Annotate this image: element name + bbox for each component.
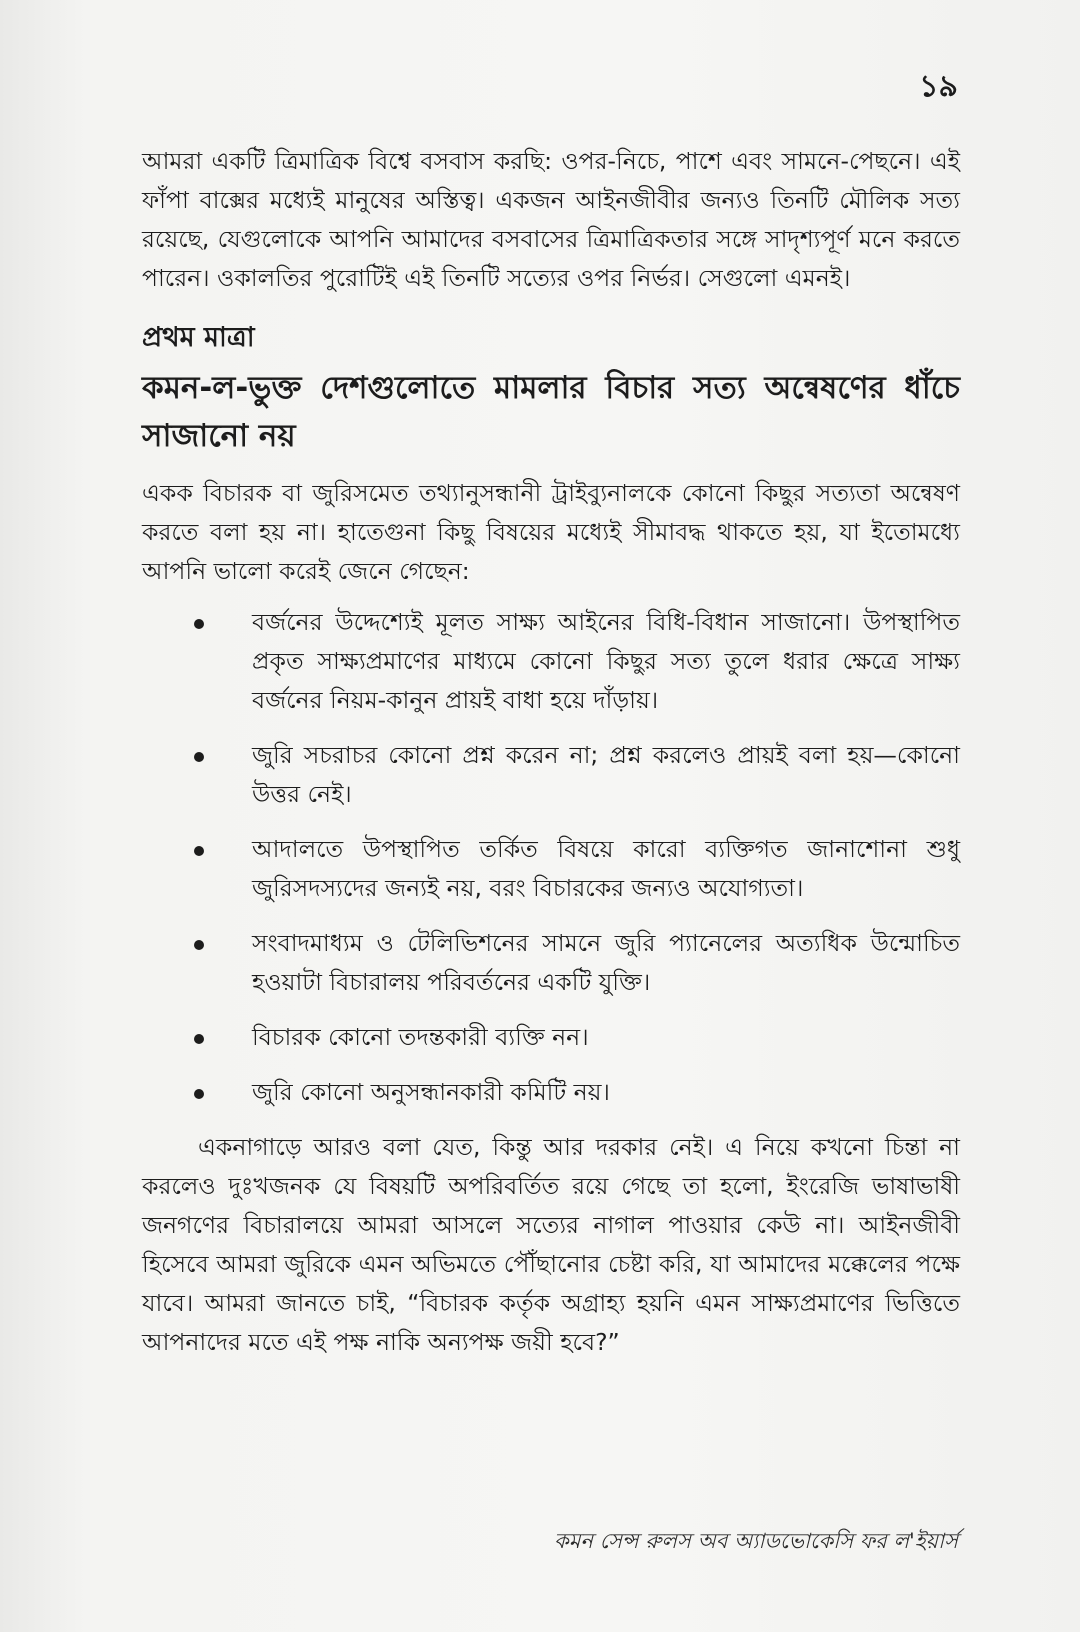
list-item — [142, 830, 960, 908]
list-item — [142, 1018, 960, 1057]
list-item-text: বর্জনের উদ্দেশ্যেই মূলত সাক্ষ্য আইনের বিধি-বিধান সাজানো। উপস্থাপিত প্রকৃত সাক্ষ্যপ্রমাণের মাধ্যমে কোনো কিছুর সত্য তুলে ধরার ক্ষেত্রে সাক্ষ্য বর্জনের নিয়ম-কানুন প্রায়ই বাধা হয়ে দাঁড়ায়। — [252, 608, 960, 714]
lead-paragraph: একক বিচারক বা জুরিসমেত তথ্যানুসন্ধানী ট্রাইব্যুনালকে কোনো কিছুর সত্যতা অন্বেষণ করতে বলা হয় না। হাতেগুনা কিছু বিষয়ের মধ্যেই সীমাবদ্ধ থাকতে হয়, যা ইতোমধ্যে আপনি ভালো করেই জেনে গেছেন: — [142, 479, 960, 585]
bullet-icon — [194, 940, 204, 950]
list-item-text: জুরি সচরাচর কোনো প্রশ্ন করেন না; প্রশ্ন করলেও প্রায়ই বলা হয়—কোনো উত্তর নেই। — [252, 741, 960, 808]
list-item — [142, 924, 960, 1002]
section-heading: কমন-ল-ভুক্ত দেশগুলোতে মামলার বিচার সত্য অন্বেষণের ধাঁচে সাজানো নয় — [142, 370, 960, 454]
running-footer: কমন সেন্স রুলস অব অ্যাডভোকেসি ফর ল'ইয়ার্স — [554, 1529, 958, 1553]
intro-paragraph: আমরা একটি ত্রিমাত্রিক বিশ্বে বসবাস করছি: ওপর-নিচে, পাশে এবং সামনে-পেছনে। এই ফাঁপা বাক্সের মধ্যেই মানুষের অস্তিত্ব। একজন আইনজীবীর জন্যও তিনটি মৌলিক সত্য রয়েছে, যেগুলোকে আপনি আমাদের বসবাসের ত্রিমাত্রিকতার সঙ্গে সাদৃশ্যপূর্ণ মনে করতে পারেন। ওকালতির পুরোটিই এই তিনটি সত্যের ওপর নির্ভর। সেগুলো এমনই। — [142, 147, 960, 292]
bullet-icon — [194, 619, 204, 629]
bullet-icon — [194, 1034, 204, 1044]
list-item-text: সংবাদমাধ্যম ও টেলিভিশনের সামনে জুরি প্যানেলের অত্যধিক উন্মোচিত হওয়াটা বিচারালয় পরিবর্তনের একটি যুক্তি। — [252, 929, 960, 996]
list-item — [142, 603, 960, 720]
list-item-text: আদালতে উপস্থাপিত তর্কিত বিষয়ে কারো ব্যক্তিগত জানাশোনা শুধু জুরিসদস্যদের জন্যই নয়, বরং বিচারকের জন্যও অযোগ্যতা। — [252, 835, 960, 902]
page-number: ১৯ — [919, 69, 958, 104]
section-label: প্রথম মাত্রা — [142, 322, 255, 353]
bullet-icon — [194, 1089, 204, 1099]
bullet-list — [142, 603, 960, 1112]
closing-paragraph: একনাগাড়ে আরও বলা যেত, কিন্তু আর দরকার নেই। এ নিয়ে কখনো চিন্তা না করলেও দুঃখজনক যে বিষয়টি অপরিবর্তিত রয়ে গেছে তা হলো, ইংরেজি ভাষাভাষী জনগণের বিচারালয়ে আমরা আসলে সত্যের নাগাল পাওয়ার কেউ না। আইনজীবী হিসেবে আমরা জুরিকে এমন অভিমতে পৌঁছানোর চেষ্টা করি, যা আমাদের মক্কেলের পক্ষে যাবে। আমরা জানতে চাই, “বিচারক কর্তৃক অগ্রাহ্য হয়নি এমন সাক্ষ্যপ্রমাণের ভিত্তিতে আপনাদের মতে এই পক্ষ নাকি অন্যপক্ষ জয়ী হবে?” — [142, 1133, 960, 1356]
page-content — [142, 142, 960, 1362]
bullet-icon — [194, 752, 204, 762]
list-item — [142, 736, 960, 814]
bullet-icon — [194, 846, 204, 856]
list-item-text: জুরি কোনো অনুসন্ধানকারী কমিটি নয়। — [252, 1078, 610, 1106]
list-item — [142, 1073, 960, 1112]
list-item-text: বিচারক কোনো তদন্তকারী ব্যক্তি নন। — [252, 1023, 589, 1051]
